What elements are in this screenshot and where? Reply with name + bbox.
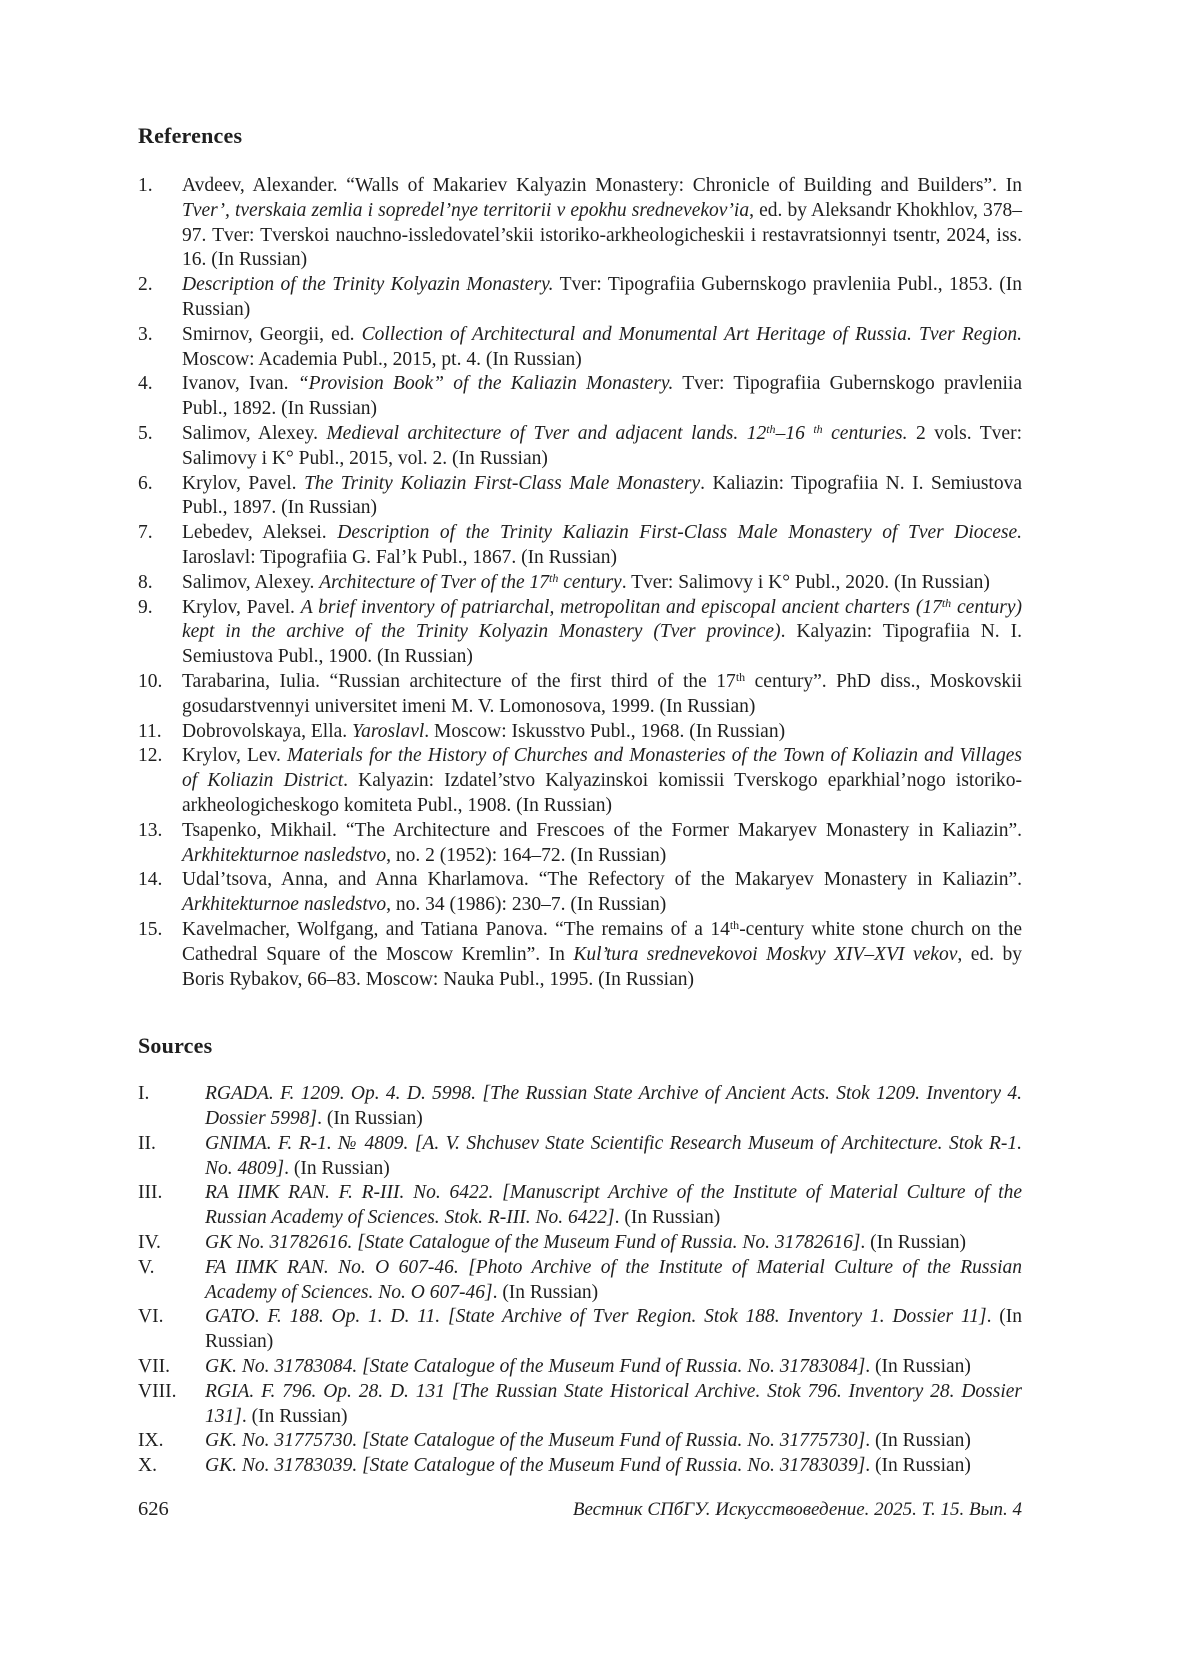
text-segment: century”. PhD diss., Moskovskii gosudarstvennyi universitet imeni M. V. Lomonosova, 1999. (In Russian) xyxy=(182,670,1023,717)
text-segment: . (In Russian) xyxy=(865,1455,971,1477)
text-segment: GK. No. 31783084. [State Catalogue of the Museum Fund of Russia. No. 31783084] xyxy=(205,1356,866,1378)
reference-item xyxy=(138,273,1022,323)
item-text xyxy=(182,423,1022,469)
reference-item xyxy=(138,174,1022,273)
item-text xyxy=(182,820,1022,866)
text-segment: th xyxy=(766,421,776,436)
text-segment: “Provision Book” of the Kaliazin Monastery. xyxy=(297,373,674,395)
item-number: 13. xyxy=(138,819,163,841)
text-segment: , no. 2 (1952): 164–72. (In Russian) xyxy=(386,844,667,866)
item-number: 3. xyxy=(138,323,153,345)
item-number: 1. xyxy=(138,175,153,196)
text-segment: Materials for the History of Churches and Monasteries of the Town of Koliazin and Villages of Koliazin District xyxy=(182,745,1023,792)
item-number: 9. xyxy=(138,596,153,618)
text-segment: Ivanov, Ivan. xyxy=(182,373,298,395)
text-segment: , ed. by Aleksandr Khokhlov, 378–97. Tver: Tverskoi nauchno-issledovatel’skii istoriko-arkheologicheskii i restavratsionnyi tsentr, 2024, iss. 16. (In Russian) xyxy=(182,199,1022,271)
text-segment: Krylov, Lev. xyxy=(182,745,288,767)
text-segment: GK. No. 31775730. [State Catalogue of the Museum Fund of Russia. No. 31775730] xyxy=(205,1430,866,1452)
reference-item xyxy=(138,372,1022,422)
text-segment: Kavelmacher, Wolfgang, and Tatiana Panova. “The remains of a 14 xyxy=(182,918,730,940)
reference-item xyxy=(138,670,1022,720)
item-number: V. xyxy=(138,1256,155,1278)
item-number: 7. xyxy=(138,522,153,544)
text-segment: . Moscow: Iskusstvo Publ., 1968. (In Russian) xyxy=(424,720,786,742)
text-segment: Lebedev, Aleksei. xyxy=(182,522,338,544)
text-segment: Dobrovolskaya, Ella. xyxy=(182,720,353,742)
text-segment: Arkhitekturnoe nasledstvo xyxy=(182,894,387,916)
source-item xyxy=(138,1256,1022,1306)
text-segment: Yaroslavl xyxy=(352,720,425,742)
item-text xyxy=(205,1232,966,1253)
text-segment: Avdeev, Alexander. “Walls of Makariev Kalyazin Monastery: Chronicle of Building and Builders”. In xyxy=(182,175,1022,196)
item-text xyxy=(182,522,1022,568)
text-segment: th xyxy=(813,421,823,436)
reference-item xyxy=(138,819,1022,869)
item-number: 12. xyxy=(138,745,163,767)
item-number: IV. xyxy=(138,1232,161,1254)
item-text xyxy=(182,597,1022,668)
text-segment: RGADA. F. 1209. Op. 4. D. 5998. [The Russian State Archive of Ancient Acts. Stok 1209. Inventory 4. Dossier 5998] xyxy=(205,1083,1022,1130)
text-segment: Arkhitekturnoe nasledstvo xyxy=(182,844,387,866)
reference-item xyxy=(138,744,1022,818)
source-item xyxy=(138,1132,1022,1182)
item-text xyxy=(182,274,1022,320)
item-number: 10. xyxy=(138,670,163,692)
item-number: VIII. xyxy=(138,1380,177,1402)
text-segment: , no. 34 (1986): 230–7. (In Russian) xyxy=(386,894,667,916)
text-segment: Tver: Tipografiia Gubernskogo pravleniia Publ., 1892. (In Russian) xyxy=(182,373,1022,420)
reference-item xyxy=(138,521,1022,571)
item-text xyxy=(205,1455,971,1476)
text-segment: Kul’tura srednevekovoi Moskvy XIV–XVI vekov xyxy=(573,943,958,965)
reference-item xyxy=(138,918,1022,992)
item-text xyxy=(205,1381,1022,1427)
sources-list xyxy=(138,1082,1022,1479)
text-segment: 2 vols. Tver: Salimovy i K° Publ., 2015, vol. 2. (In Russian) xyxy=(182,422,1022,469)
text-segment: th xyxy=(735,669,746,684)
item-text xyxy=(205,1083,1022,1129)
text-segment: . (In Russian) xyxy=(860,1232,967,1254)
item-number: X. xyxy=(138,1455,157,1477)
reference-item xyxy=(138,596,1022,670)
text-segment: Salimov, Alexey. xyxy=(182,571,320,593)
running-title: Вестник СПбГУ. Искусствоведение. 2025. Т. 15. Вып. 4 xyxy=(572,1499,1022,1520)
item-number: 2. xyxy=(138,274,153,296)
text-segment: century xyxy=(558,571,622,593)
text-segment: The Trinity Koliazin First-Class Male Monastery xyxy=(304,472,701,494)
item-number: 5. xyxy=(138,422,153,444)
item-text xyxy=(182,721,785,742)
text-segment: Smirnov, Georgii, ed. xyxy=(182,323,362,345)
item-number: III. xyxy=(138,1182,163,1204)
text-segment: . Kalyazin: Izdatel’stvo Kalyazinskoi komissii Tverskogo eparkhial’nogo istoriko-arkheologicheskogo komiteta Publ., 1908. (In Russian) xyxy=(182,770,1022,816)
item-text xyxy=(182,572,990,593)
item-number: 15. xyxy=(138,918,163,940)
text-segment: Collection of Architectural and Monumental Art Heritage of Russia. Tver Region. xyxy=(361,323,1023,345)
sources-heading: Sources xyxy=(138,1033,213,1059)
item-number: VII. xyxy=(138,1356,170,1378)
text-segment: A brief inventory of patriarchal, metropolitan and episcopal ancient charters (17 xyxy=(300,596,942,618)
source-item xyxy=(138,1380,1022,1430)
reference-item xyxy=(138,422,1022,472)
text-segment: RA IIMK RAN. F. R-III. No. 6422. [Manuscript Archive of the Institute of Material Culture of the Russian Academy of Sciences. Stok. R-III. No. 6422] xyxy=(205,1182,1022,1229)
item-text xyxy=(205,1182,1022,1228)
text-segment: Architecture of Tver of the 17 xyxy=(319,571,550,593)
text-segment: Description of the Trinity Kaliazin First-Class Male Monastery of Tver Diocese. xyxy=(337,522,1022,544)
item-text xyxy=(205,1356,971,1377)
text-segment: Description of the Trinity Kolyazin Monastery. xyxy=(182,274,554,296)
text-segment: Salimov, Alexey. xyxy=(182,422,327,444)
item-text xyxy=(182,919,1022,990)
page-number: 626 xyxy=(138,1498,169,1520)
references-list xyxy=(138,174,1022,992)
item-number: VI. xyxy=(138,1306,164,1328)
item-text xyxy=(182,175,1022,270)
source-item xyxy=(138,1305,1022,1355)
text-segment: GNIMA. F. R-1. № 4809. [A. V. Shchusev State Scientific Research Museum of Architecture. Stok R-1. No. 4809] xyxy=(205,1132,1022,1179)
item-number: 14. xyxy=(138,869,163,891)
text-segment: . (In Russian) xyxy=(205,1306,1022,1353)
reference-item xyxy=(138,720,1022,745)
item-number: II. xyxy=(138,1132,156,1154)
item-text xyxy=(182,671,1022,717)
reference-item xyxy=(138,868,1022,918)
text-segment: Tver: Tipografiia Gubernskogo pravleniia Publ., 1853. (In Russian) xyxy=(182,274,1022,320)
item-text xyxy=(182,473,1022,519)
source-item xyxy=(138,1355,1022,1380)
source-item xyxy=(138,1429,1022,1454)
text-segment: . (In Russian) xyxy=(865,1356,971,1378)
item-text xyxy=(182,373,1022,419)
source-item xyxy=(138,1082,1022,1132)
item-text xyxy=(205,1257,1022,1303)
source-item xyxy=(138,1181,1022,1231)
text-segment: Udal’tsova, Anna, and Anna Kharlamova. “The Refectory of the Makaryev Monastery in Kaliazin”. xyxy=(182,869,1022,891)
text-segment: , ed. by Boris Rybakov, 66–83. Moscow: Nauka Publ., 1995. (In Russian) xyxy=(182,943,1022,990)
reference-item xyxy=(138,472,1022,522)
item-text xyxy=(205,1133,1022,1179)
page-content xyxy=(138,124,1022,1479)
text-segment: Tver’, tverskaia zemlia i sopredel’nye territorii v epokhu srednevekov’ia xyxy=(182,199,750,221)
text-segment: . (In Russian) xyxy=(241,1405,348,1427)
text-segment: . (In Russian) xyxy=(317,1108,423,1130)
text-segment: Tsapenko, Mikhail. “The Architecture and Frescoes of the Former Makaryev Monastery in Kaliazin”. xyxy=(182,819,1022,841)
text-segment: FA IIMK RAN. No. O 607-46. [Photo Archive of the Institute of Material Culture of the Russian Academy of Sciences. No. O 607-46] xyxy=(205,1256,1022,1303)
text-segment: GK No. 31782616. [State Catalogue of the Museum Fund of Russia. No. 31782616] xyxy=(205,1232,861,1254)
text-segment: th xyxy=(549,570,559,585)
text-segment: Krylov, Pavel. xyxy=(182,596,301,618)
item-number: I. xyxy=(138,1083,150,1105)
text-segment: RGIA. F. 796. Op. 28. D. 131 [The Russian State Historical Archive. Stok 796. Inventory 28. Dossier 131] xyxy=(205,1380,1022,1427)
text-segment: th xyxy=(941,595,952,610)
text-segment: . Kalyazin: Tipografiia N. I. Semiustova Publ., 1900. (In Russian) xyxy=(182,621,1022,668)
source-item xyxy=(138,1454,1022,1479)
text-segment: Medieval architecture of Tver and adjacent lands. 12 xyxy=(326,422,767,444)
page-footer xyxy=(138,1498,1022,1521)
item-text xyxy=(182,324,1022,370)
text-segment: . (In Russian) xyxy=(614,1207,721,1229)
item-number: 8. xyxy=(138,571,153,593)
text-segment: centuries. xyxy=(822,422,908,444)
item-number: IX. xyxy=(138,1430,164,1452)
text-segment: Moscow: Academia Publ., 2015, pt. 4. (In Russian) xyxy=(182,348,582,370)
item-number: 6. xyxy=(138,472,153,494)
reference-item xyxy=(138,323,1022,373)
references-heading: References xyxy=(138,123,243,148)
text-segment: GATO. F. 188. Op. 1. D. 11. [State Archive of Tver Region. Stok 188. Inventory 1. Dossier 11] xyxy=(205,1306,987,1328)
item-text xyxy=(182,869,1022,915)
text-segment: . Kaliazin: Tipografiia N. I. Semiustova Publ., 1897. (In Russian) xyxy=(182,472,1022,519)
reference-item xyxy=(138,571,1022,596)
text-segment: . (In Russian) xyxy=(284,1157,390,1179)
text-segment: Krylov, Pavel. xyxy=(182,472,305,494)
text-segment: Tarabarina, Iulia. “Russian architecture of the first third of the 17 xyxy=(182,670,736,692)
text-segment: GK. No. 31783039. [State Catalogue of the Museum Fund of Russia. No. 31783039] xyxy=(205,1455,866,1477)
item-number: 11. xyxy=(138,720,162,742)
item-text xyxy=(182,745,1022,816)
text-segment: . (In Russian) xyxy=(492,1281,599,1303)
text-segment: Iaroslavl: Tipografiia G. Fal’k Publ., 1867. (In Russian) xyxy=(182,546,617,568)
source-item xyxy=(138,1231,1022,1256)
text-segment: century) kept in the archive of the Trinity Kolyazin Monastery (Tver province) xyxy=(182,596,1022,643)
item-text xyxy=(205,1306,1022,1352)
text-segment: -century white stone church on the Cathedral Square of the Moscow Kremlin”. In xyxy=(182,918,1023,965)
text-segment: th xyxy=(729,917,740,932)
item-text xyxy=(205,1430,971,1451)
item-number: 4. xyxy=(138,373,153,395)
text-segment: . Tver: Salimovy i K° Publ., 2020. (In Russian) xyxy=(621,571,990,593)
text-segment: . (In Russian) xyxy=(865,1430,971,1452)
text-segment: –16 xyxy=(775,422,814,444)
